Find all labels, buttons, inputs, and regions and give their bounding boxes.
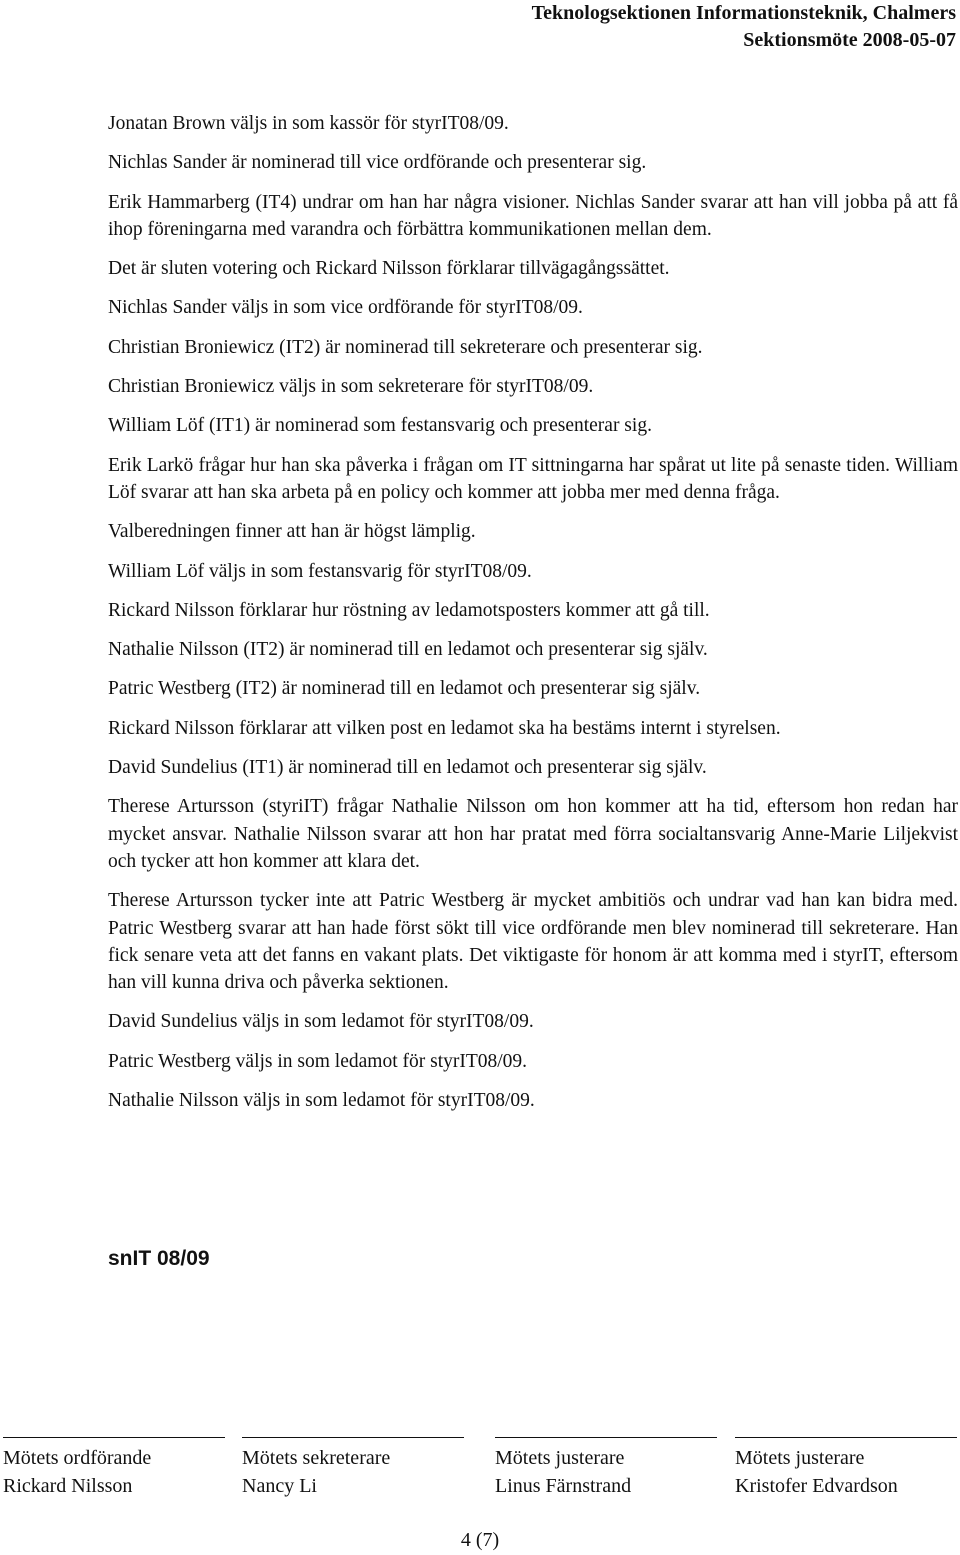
paragraph: Rickard Nilsson förklarar hur röstning av ledamotsposters kommer att gå till. xyxy=(108,599,710,621)
signature-block-chair xyxy=(3,1437,225,1500)
header-meeting-date: Sektionsmöte 2008-05-07 xyxy=(743,29,956,51)
minutes-body xyxy=(108,110,958,1126)
signature-name: Nancy Li xyxy=(242,1475,317,1497)
signature-line xyxy=(3,1437,225,1438)
signature-role: Mötets justerare xyxy=(495,1447,625,1469)
paragraph: Therese Artursson (styriIT) frågar Nathalie Nilsson om hon kommer att ha tid, eftersom hon redan har mycket ansvar. Nathalie Nilsson svarar att hon har pratat med förra socialtansvarig Anne-Marie Liljekvist och tycker att hon kommer att klara det. xyxy=(108,796,958,872)
signature-block-adjuster-1 xyxy=(495,1437,717,1500)
signature-role: Mötets sekreterare xyxy=(242,1447,391,1469)
paragraph: Nichlas Sander är nominerad till vice ordförande och presenterar sig. xyxy=(108,152,647,174)
paragraph: Nichlas Sander väljs in som vice ordförande för styrIT08/09. xyxy=(108,297,583,319)
paragraph: Det är sluten votering och Rickard Nilsson förklarar tillvägagångssättet. xyxy=(108,258,670,280)
paragraph: Erik Hammarberg (IT4) undrar om han har några visioner. Nichlas Sander svarar att han vill jobba på att få ihop föreningarna med varandra och förbättra kommunikationen mellan dem. xyxy=(108,191,958,240)
signature-line xyxy=(735,1437,957,1438)
page-number: 4 (7) xyxy=(460,1529,500,1551)
signature-role: Mötets ordförande xyxy=(3,1447,152,1469)
paragraph: Rickard Nilsson förklarar att vilken post en ledamot ska ha bestäms internt i styrelsen. xyxy=(108,717,781,739)
paragraph: Christian Broniewicz (IT2) är nominerad till sekreterare och presenterar sig. xyxy=(108,336,703,358)
signature-block-secretary xyxy=(242,1437,464,1500)
section-heading: snIT 08/09 xyxy=(108,1247,210,1270)
paragraph: Patric Westberg (IT2) är nominerad till en ledamot och presenterar sig själv. xyxy=(108,678,701,700)
paragraph: Therese Artursson tycker inte att Patric Westberg är mycket ambitiös och undrar vad han kan bidra med. Patric Westberg svarar att han hade först sökt till vice ordförande men blev nominerad till sekreterare. Han fick senare veta att det fanns en vakant plats. Det viktigaste för honom är att komma med i styrIT, eftersom han vill kunna driva och påverka sektionen. xyxy=(108,890,958,994)
signature-role: Mötets justerare xyxy=(735,1447,865,1469)
paragraph: David Sundelius (IT1) är nominerad till en ledamot och presenterar sig själv. xyxy=(108,757,707,779)
signature-name: Kristofer Edvardson xyxy=(735,1475,898,1497)
signature-line xyxy=(495,1437,717,1438)
page-header xyxy=(532,0,956,54)
paragraph: Nathalie Nilsson (IT2) är nominerad till en ledamot och presenterar sig själv. xyxy=(108,639,708,661)
signature-name: Rickard Nilsson xyxy=(3,1475,133,1497)
header-organization: Teknologsektionen Informationsteknik, Chalmers xyxy=(531,2,956,24)
paragraph: William Löf (IT1) är nominerad som festansvarig och presenterar sig. xyxy=(108,415,652,437)
paragraph: William Löf väljs in som festansvarig för styrIT08/09. xyxy=(108,560,532,582)
paragraph: Valberedningen finner att han är högst lämplig. xyxy=(108,521,476,543)
paragraph: David Sundelius väljs in som ledamot för styrIT08/09. xyxy=(108,1011,534,1033)
paragraph: Nathalie Nilsson väljs in som ledamot för styrIT08/09. xyxy=(108,1090,535,1112)
signature-name: Linus Färnstrand xyxy=(495,1475,632,1497)
paragraph: Christian Broniewicz väljs in som sekreterare för styrIT08/09. xyxy=(108,376,594,398)
signature-block-adjuster-2 xyxy=(735,1437,957,1500)
paragraph: Jonatan Brown väljs in som kassör för styrIT08/09. xyxy=(108,113,509,134)
paragraph: Erik Larkö frågar hur han ska påverka i frågan om IT sittningarna har spårat ut lite på senaste tiden. William Löf svarar att han ska arbeta på en policy och kommer att jobba mer med denna fråga. xyxy=(108,454,958,503)
paragraph: Patric Westberg väljs in som ledamot för styrIT08/09. xyxy=(108,1050,528,1072)
signature-line xyxy=(242,1437,464,1438)
